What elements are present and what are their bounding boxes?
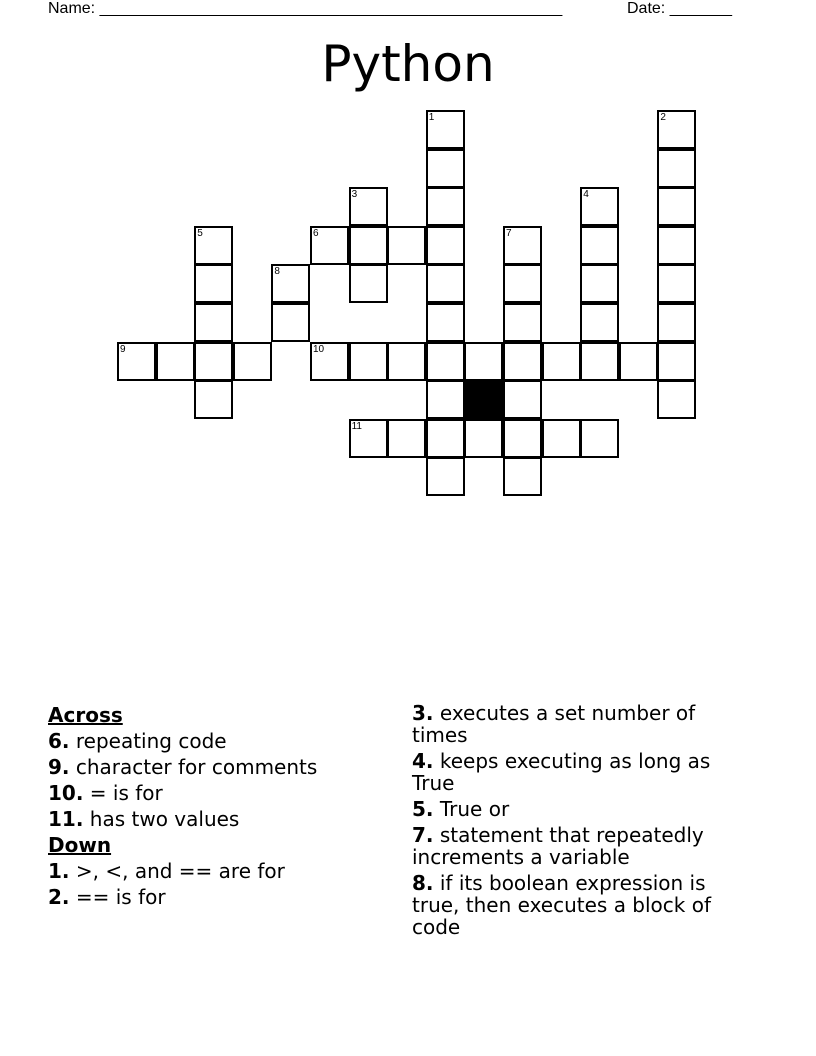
clue-item	[412, 798, 752, 820]
grid-cell[interactable]	[580, 226, 619, 265]
grid-cell[interactable]	[271, 264, 310, 303]
grid-cell[interactable]	[657, 342, 696, 381]
grid-cell[interactable]	[194, 380, 233, 419]
grid-cell[interactable]	[194, 226, 233, 265]
clue-item	[412, 872, 752, 938]
grid-cell[interactable]	[657, 187, 696, 226]
grid-cell[interactable]	[349, 342, 388, 381]
clue-item	[412, 824, 752, 868]
grid-cell[interactable]	[542, 342, 581, 381]
clue-item-text: if its boolean expression is true, then executes a block of code	[412, 871, 712, 939]
clue-item-text: keeps executing as long as True	[412, 749, 711, 795]
crossword-grid	[0, 0, 816, 520]
grid-cell[interactable]	[156, 342, 195, 381]
grid-cell[interactable]	[503, 380, 542, 419]
grid-cell[interactable]	[233, 342, 272, 381]
grid-cell[interactable]	[503, 303, 542, 342]
clue-number: 8	[274, 266, 280, 278]
grid-cell[interactable]	[657, 303, 696, 342]
down-heading: Down	[48, 833, 112, 857]
grid-cell[interactable]	[194, 342, 233, 381]
clue-item-number: 5.	[412, 797, 434, 821]
grid-cell[interactable]	[349, 264, 388, 303]
grid-cell[interactable]	[310, 226, 349, 265]
grid-cell[interactable]	[426, 187, 465, 226]
grid-cell[interactable]	[619, 342, 658, 381]
clue-number: 3	[351, 189, 358, 201]
black-square	[464, 380, 503, 419]
grid-cell[interactable]	[464, 342, 503, 381]
grid-cell[interactable]	[387, 419, 426, 458]
clue-item-text: >, <, and == are for	[69, 859, 285, 883]
clues-left-column	[48, 702, 388, 912]
grid-cell[interactable]	[426, 110, 465, 149]
across-heading: Across	[48, 703, 123, 727]
clue-item-text: has two values	[83, 807, 240, 831]
date-field: Date: _______	[627, 0, 732, 17]
grid-cell[interactable]	[426, 380, 465, 419]
grid-cell[interactable]	[503, 419, 542, 458]
across-clue-list	[48, 730, 388, 830]
grid-cell[interactable]	[580, 264, 619, 303]
grid-cell[interactable]	[657, 110, 696, 149]
grid-cell[interactable]	[387, 342, 426, 381]
clue-item-number: 2.	[48, 885, 70, 909]
grid-cell[interactable]	[657, 380, 696, 419]
grid-cell[interactable]	[349, 226, 388, 265]
clue-item-text: character for comments	[69, 755, 318, 779]
grid-cell[interactable]	[580, 342, 619, 381]
grid-cell[interactable]	[503, 457, 542, 496]
clue-number: 10	[313, 343, 325, 355]
clue-item	[48, 808, 388, 830]
grid-cell[interactable]	[426, 303, 465, 342]
clue-number: 5	[197, 227, 203, 239]
clue-item-number: 4.	[412, 749, 434, 773]
grid-cell[interactable]	[310, 342, 349, 381]
grid-cell[interactable]	[194, 303, 233, 342]
clue-number: 4	[583, 189, 589, 201]
grid-cell[interactable]	[194, 264, 233, 303]
grid-cell[interactable]	[426, 419, 465, 458]
grid-cell[interactable]	[464, 419, 503, 458]
grid-cell[interactable]	[387, 226, 426, 265]
clue-item-number: 3.	[412, 701, 434, 725]
clue-item-number: 11.	[48, 807, 84, 831]
grid-cell[interactable]	[349, 187, 388, 226]
clue-item-number: 7.	[412, 823, 434, 847]
down-clue-list-continued	[412, 702, 752, 938]
grid-cell[interactable]	[580, 419, 619, 458]
grid-cell[interactable]	[426, 264, 465, 303]
grid-cell[interactable]	[580, 303, 619, 342]
clue-number: 9	[120, 343, 126, 355]
clue-item-number: 10.	[48, 781, 84, 805]
grid-cell[interactable]	[349, 419, 388, 458]
clue-item	[48, 756, 388, 778]
grid-cell[interactable]	[117, 342, 156, 381]
clue-number: 2	[660, 112, 666, 123]
clue-item-text: repeating code	[69, 729, 227, 753]
grid-cell[interactable]	[657, 149, 696, 188]
clue-item-text: executes a set number of times	[412, 701, 696, 747]
clue-number: 6	[313, 227, 319, 239]
clue-item-number: 8.	[412, 871, 434, 895]
grid-cell[interactable]	[426, 342, 465, 381]
grid-cell[interactable]	[657, 226, 696, 265]
grid-cell[interactable]	[503, 226, 542, 265]
clue-number: 7	[506, 227, 512, 239]
clue-item	[48, 730, 388, 752]
grid-cell[interactable]	[426, 226, 465, 265]
grid-cell[interactable]	[542, 419, 581, 458]
clue-item	[412, 750, 752, 794]
clue-item-text: True or	[433, 797, 510, 821]
page-title: Python	[321, 35, 495, 93]
clue-item-number: 1.	[48, 859, 70, 883]
grid-cell[interactable]	[271, 303, 310, 342]
grid-cell[interactable]	[503, 264, 542, 303]
name-field: Name: ____________________________________________________	[48, 0, 563, 17]
grid-cell[interactable]	[657, 264, 696, 303]
grid-cell[interactable]	[426, 149, 465, 188]
grid-cell[interactable]	[503, 342, 542, 381]
clue-item-text: statement that repeatedly increments a variable	[412, 823, 704, 869]
clue-item-text: == is for	[69, 885, 166, 909]
clue-item	[48, 782, 388, 804]
grid-cell[interactable]	[580, 187, 619, 226]
clue-item	[48, 860, 388, 882]
clue-item-number: 6.	[48, 729, 70, 753]
down-clue-list	[48, 860, 388, 908]
clue-item-number: 9.	[48, 755, 70, 779]
clue-item-text: = is for	[83, 781, 163, 805]
clues-right-column	[412, 702, 752, 942]
clue-item	[412, 702, 752, 746]
grid-cell[interactable]	[426, 457, 465, 496]
clue-number: 1	[428, 112, 435, 123]
clue-number: 11	[351, 420, 362, 432]
clue-item	[48, 886, 388, 908]
